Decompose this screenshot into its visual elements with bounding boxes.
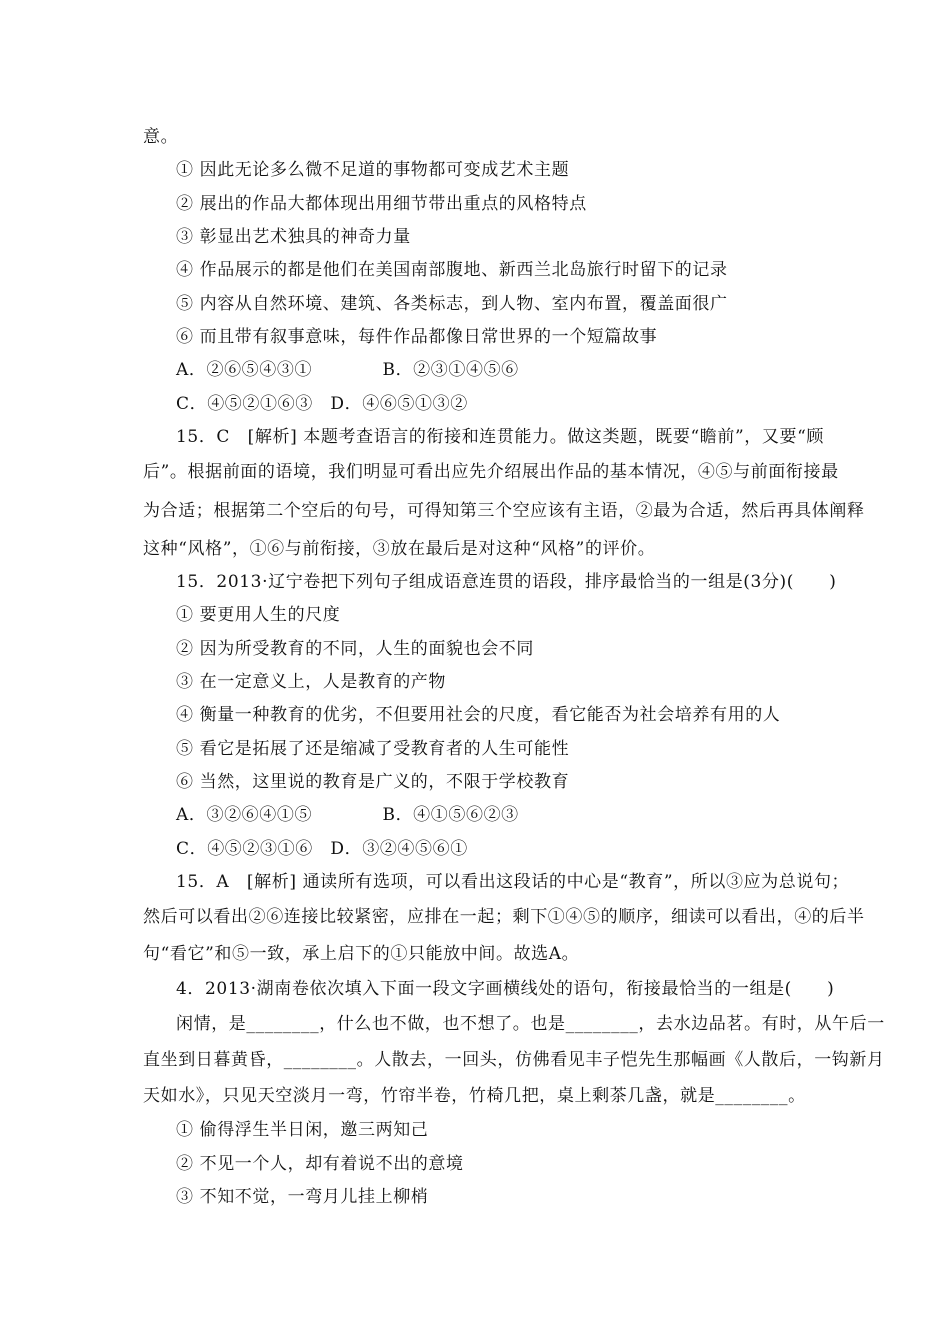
answer-choices: C．④⑤②①⑥③ D．④⑥⑤①③②: [176, 394, 468, 414]
text-line: 意。: [143, 127, 179, 147]
explanation-line: 句“看它”和⑤一致，承上启下的①只能放中间。故选A。: [143, 944, 580, 964]
option-line: ⑤ 内容从自然环境、建筑、各类标志，到人物、室内布置，覆盖面很广: [176, 294, 728, 314]
passage-line: 闲情，是________，什么也不做，也不想了。也是________，去水边品茗。有时，从午后一: [176, 1014, 885, 1034]
option-line: ② 因为所受教育的不同，人生的面貌也会不同: [176, 639, 535, 659]
answer-choices: A．②⑥⑤④③① B．②③①④⑤⑥: [176, 360, 519, 380]
explanation-line: 15．A [解析] 通读所有选项，可以看出这段话的中心是“教育”，所以③应为总说句；: [176, 872, 850, 892]
answer-choices: C．④⑤②③①⑥ D．③②④⑤⑥①: [176, 839, 468, 859]
explanation-line: 15．C [解析] 本题考查语言的衔接和连贯能力。做这类题，既要“瞻前”，又要“顾: [176, 427, 824, 447]
option-line: ③ 不知不觉，一弯月儿挂上柳梢: [176, 1187, 429, 1207]
option-line: ② 展出的作品大都体现出用细节带出重点的风格特点: [176, 194, 587, 214]
option-line: ② 不见一个人，却有着说不出的意境: [176, 1154, 464, 1174]
explanation-line: 为合适；根据第二个空后的句号，可得知第三个空应该有主语，②最为合适，然后再具体阐释: [143, 501, 865, 521]
option-line: ⑤ 看它是拓展了还是缩减了受教育者的人生可能性: [176, 739, 570, 759]
explanation-line: 然后可以看出②⑥连接比较紧密，应排在一起；剩下①④⑤的顺序，细读可以看出，④的后半: [143, 907, 865, 927]
option-line: ① 偷得浮生半日闲，邀三两知己: [176, 1120, 429, 1140]
option-line: ③ 彰显出艺术独具的神奇力量: [176, 227, 411, 247]
option-line: ⑥ 而且带有叙事意味，每件作品都像日常世界的一个短篇故事: [176, 327, 658, 347]
explanation-line: 后”。根据前面的语境，我们明显可看出应先介绍展出作品的基本情况，④⑤与前面衔接最: [143, 462, 839, 482]
passage-line: 天如水》，只见天空淡月一弯，竹帘半卷，竹椅几把，桌上剩茶几盏，就是________。: [143, 1086, 806, 1106]
option-line: ④ 衡量一种教育的优劣，不但要用社会的尺度，看它能否为社会培养有用的人: [176, 705, 781, 725]
option-line: ③ 在一定意义上，人是教育的产物: [176, 672, 447, 692]
option-line: ④ 作品展示的都是他们在美国南部腹地、新西兰北岛旅行时留下的记录: [176, 260, 728, 280]
option-line: ① 要更用人生的尺度: [176, 605, 341, 625]
passage-line: 直坐到日暮黄昏，________。人散去，一回头，仿佛看见丰子恺先生那幅画《人散后，一钩新月: [143, 1050, 885, 1070]
answer-choices: A．③②⑥④①⑤ B．④①⑤⑥②③: [176, 805, 519, 825]
option-line: ① 因此无论多么微不足道的事物都可变成艺术主题: [176, 160, 570, 180]
question-line: 4．2013·湖南卷依次填入下面一段文字画横线处的语句，衔接最恰当的一组是( ): [176, 979, 835, 999]
explanation-line: 这种“风格”，①⑥与前衔接，③放在最后是对这种“风格”的评价。: [143, 539, 656, 559]
option-line: ⑥ 当然，这里说的教育是广义的，不限于学校教育: [176, 772, 570, 792]
question-line: 15．2013·辽宁卷把下列句子组成语意连贯的语段，排序最恰当的一组是(3分)( ): [176, 572, 837, 592]
